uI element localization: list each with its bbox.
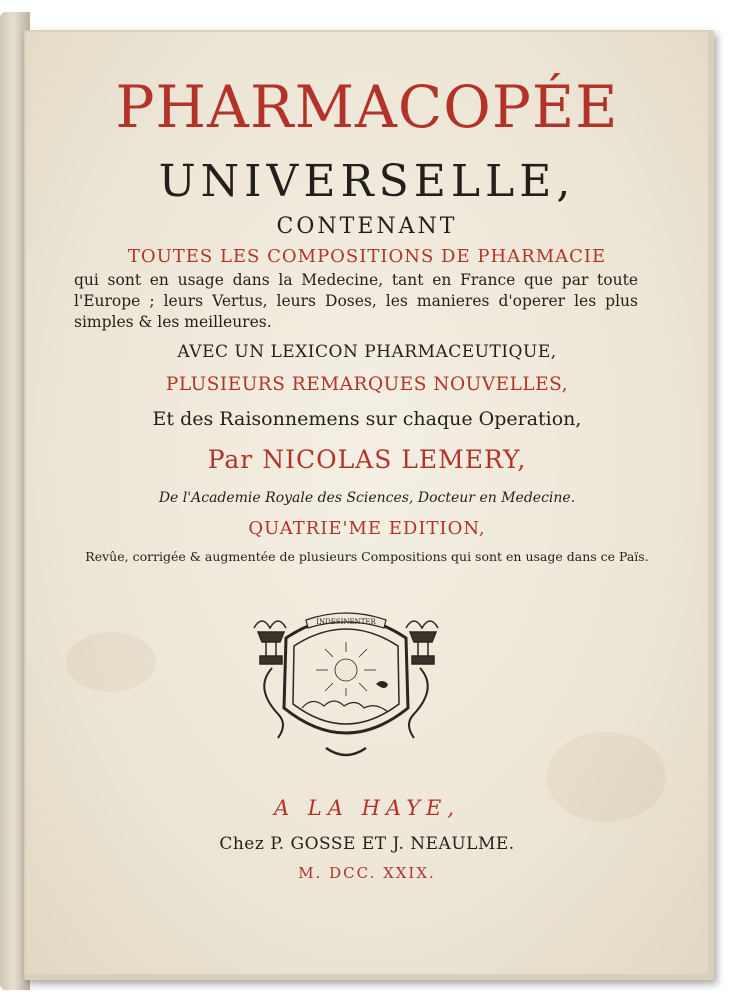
edition-line: QUATRIE'ME EDITION, bbox=[248, 518, 486, 539]
line-raisonnemens: Et des Raisonnemens sur chaque Operation, bbox=[152, 408, 582, 430]
sun-icon bbox=[316, 642, 376, 696]
line-lexicon: AVEC UN LEXICON PHARMACEUTIQUE, bbox=[177, 342, 557, 362]
title-pharmacopee: PHARMACOPÉE bbox=[115, 73, 619, 141]
paper-stain bbox=[66, 632, 156, 692]
right-flower-vase-icon bbox=[406, 621, 438, 664]
description-paragraph: qui sont en usage dans la Medecine, tant en France que par toute l'Europe ; leurs Vertus, leurs Doses, les manieres d'operer les plus simples & les meilleures. bbox=[74, 271, 638, 331]
imprint-place: A LA HAYE, bbox=[273, 796, 461, 820]
title-universelle: UNIVERSELLE, bbox=[158, 156, 576, 207]
revision-line: Revûe, corrigée & augmentée de plusieurs Compositions qui sont en usage dans ce Païs. bbox=[85, 549, 649, 564]
author-line: Par NICOLAS LEMERY, bbox=[207, 445, 527, 474]
imprint-printer: Chez P. GOSSE ET J. NEAULME. bbox=[219, 834, 515, 854]
author-affiliation: De l'Academie Royale des Sciences, Docteur en Medecine. bbox=[158, 490, 576, 506]
imprint-date: M. DCC. XXIX. bbox=[298, 864, 436, 882]
subtitle-compositions: TOUTES LES COMPOSITIONS DE PHARMACIE bbox=[127, 246, 607, 267]
left-flower-vase-icon bbox=[254, 621, 286, 664]
cartouche-frame bbox=[264, 618, 427, 755]
title-contenant: CONTENANT bbox=[276, 214, 458, 239]
line-remarques: PLUSIEURS REMARQUES NOUVELLES, bbox=[165, 374, 569, 395]
bird-icon bbox=[376, 681, 388, 688]
motto-text: INDESINENTER bbox=[316, 618, 376, 626]
cloud-engraving bbox=[302, 701, 388, 712]
printer-ornament-vignette bbox=[236, 598, 456, 768]
title-page bbox=[26, 32, 708, 974]
